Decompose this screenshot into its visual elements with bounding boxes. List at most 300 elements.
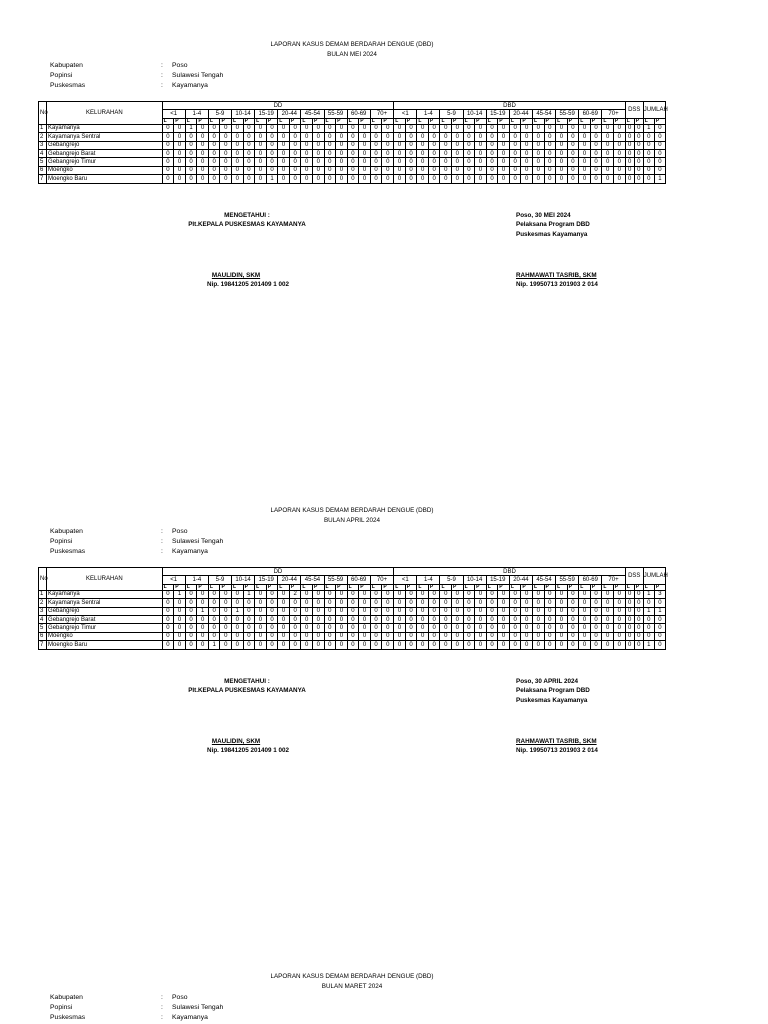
row-value: 0 bbox=[428, 615, 440, 623]
row-value: 0 bbox=[613, 599, 625, 607]
info-value-kabupaten: Poso bbox=[172, 528, 188, 535]
row-value: 0 bbox=[359, 599, 371, 607]
header-age-group: 1-4 bbox=[417, 576, 440, 584]
row-value: 0 bbox=[440, 590, 452, 598]
row-value: 0 bbox=[324, 599, 336, 607]
row-value: 0 bbox=[312, 124, 324, 132]
kepala-nip: Nip. 19841205 201409 1 002 bbox=[207, 747, 289, 754]
row-value: 0 bbox=[405, 175, 417, 183]
header-age-group: 5-9 bbox=[440, 576, 463, 584]
row-value: 0 bbox=[347, 175, 359, 183]
row-value: 0 bbox=[162, 599, 174, 607]
row-value: 0 bbox=[544, 141, 556, 149]
row-value: 0 bbox=[162, 124, 174, 132]
row-value: 0 bbox=[289, 624, 301, 632]
header-l: L bbox=[208, 584, 220, 590]
report-region-info bbox=[50, 993, 223, 1023]
row-value: 0 bbox=[243, 632, 255, 640]
row-value: 0 bbox=[405, 624, 417, 632]
row-number: 5 bbox=[39, 158, 47, 166]
row-kelurahan: Gebangrejo bbox=[47, 141, 163, 149]
row-value: 0 bbox=[289, 175, 301, 183]
row-value: 0 bbox=[509, 158, 521, 166]
row-value: 0 bbox=[440, 599, 452, 607]
row-value: 0 bbox=[312, 175, 324, 183]
header-p: P bbox=[590, 118, 602, 124]
row-value: 0 bbox=[602, 133, 614, 141]
row-value: 0 bbox=[567, 615, 579, 623]
row-value: 0 bbox=[532, 632, 544, 640]
row-value: 0 bbox=[521, 166, 533, 174]
row-value: 0 bbox=[220, 141, 232, 149]
row-value: 0 bbox=[220, 615, 232, 623]
row-value: 0 bbox=[498, 149, 510, 157]
header-p: P bbox=[634, 118, 643, 124]
header-no: No bbox=[39, 102, 47, 125]
row-value: 0 bbox=[417, 599, 429, 607]
row-value: 0 bbox=[544, 590, 556, 598]
row-value: 0 bbox=[174, 175, 186, 183]
row-value: 0 bbox=[579, 599, 591, 607]
info-label-provinsi: Popinsi bbox=[50, 72, 73, 79]
pelaksana-name: RAHMAWATI TASRIB, SKM bbox=[516, 272, 597, 279]
row-value: 0 bbox=[475, 166, 487, 174]
row-value: 0 bbox=[440, 632, 452, 640]
row-value: 0 bbox=[324, 124, 336, 132]
row-value: 0 bbox=[382, 624, 394, 632]
row-value: 0 bbox=[185, 615, 197, 623]
header-age-group: 10-14 bbox=[463, 110, 486, 118]
row-value: 0 bbox=[359, 632, 371, 640]
row-value: 0 bbox=[208, 632, 220, 640]
row-value: 0 bbox=[266, 599, 278, 607]
header-l: L bbox=[532, 584, 544, 590]
row-value: 0 bbox=[359, 615, 371, 623]
header-p: P bbox=[544, 584, 556, 590]
row-kelurahan: Moengko bbox=[47, 632, 163, 640]
row-value: 0 bbox=[312, 615, 324, 623]
info-colon: : bbox=[161, 1014, 163, 1021]
row-value: 0 bbox=[463, 133, 475, 141]
row-value: 0 bbox=[486, 615, 498, 623]
row-value: 0 bbox=[544, 149, 556, 157]
row-value: 0 bbox=[336, 133, 348, 141]
pelaksana-name: RAHMAWATI TASRIB, SKM bbox=[516, 738, 597, 745]
row-value: 0 bbox=[486, 158, 498, 166]
row-value: 0 bbox=[417, 124, 429, 132]
row-value: 0 bbox=[232, 590, 244, 598]
header-l: L bbox=[602, 584, 614, 590]
row-value: 0 bbox=[232, 149, 244, 157]
row-value: 0 bbox=[243, 149, 255, 157]
row-value: 0 bbox=[509, 607, 521, 615]
row-value: 0 bbox=[521, 141, 533, 149]
row-number: 1 bbox=[39, 124, 47, 132]
header-p: P bbox=[613, 584, 625, 590]
info-value-kabupaten: Poso bbox=[172, 994, 188, 1001]
row-value: 0 bbox=[243, 641, 255, 649]
header-age-group: 20-44 bbox=[278, 576, 301, 584]
info-row-kabupaten bbox=[50, 527, 223, 537]
row-value: 0 bbox=[289, 149, 301, 157]
row-kelurahan: Kayamanya Sentral bbox=[47, 133, 163, 141]
row-value: 0 bbox=[382, 599, 394, 607]
row-value: 0 bbox=[243, 599, 255, 607]
row-value: 0 bbox=[509, 175, 521, 183]
pelaksana-nip: Nip. 19950713 201903 2 014 bbox=[516, 747, 598, 754]
row-value: 0 bbox=[643, 624, 654, 632]
row-value: 0 bbox=[625, 590, 634, 598]
row-value: 0 bbox=[382, 590, 394, 598]
header-age-group: 15-19 bbox=[255, 110, 278, 118]
row-value: 0 bbox=[405, 133, 417, 141]
row-value: 0 bbox=[174, 141, 186, 149]
header-p: P bbox=[405, 118, 417, 124]
row-value: 0 bbox=[359, 607, 371, 615]
header-l: L bbox=[625, 584, 634, 590]
row-value: 0 bbox=[359, 175, 371, 183]
header-age-group: 55-59 bbox=[556, 110, 579, 118]
row-value: 0 bbox=[301, 615, 313, 623]
header-age-group: 15-19 bbox=[486, 110, 509, 118]
row-value: 0 bbox=[232, 615, 244, 623]
row-value: 0 bbox=[174, 124, 186, 132]
header-age-group: <1 bbox=[394, 576, 417, 584]
row-value: 0 bbox=[613, 158, 625, 166]
header-l: L bbox=[394, 584, 406, 590]
row-value: 0 bbox=[634, 615, 643, 623]
row-value: 0 bbox=[208, 615, 220, 623]
info-colon: : bbox=[161, 548, 163, 555]
row-value: 0 bbox=[312, 641, 324, 649]
row-value: 0 bbox=[347, 166, 359, 174]
row-value: 0 bbox=[544, 166, 556, 174]
row-value: 0 bbox=[336, 124, 348, 132]
row-value: 0 bbox=[556, 158, 568, 166]
row-value: 0 bbox=[590, 175, 602, 183]
header-age-group: 60-69 bbox=[347, 110, 370, 118]
header-l: L bbox=[463, 584, 475, 590]
table-row bbox=[39, 175, 666, 183]
row-value: 0 bbox=[370, 624, 382, 632]
row-value: 1 bbox=[232, 607, 244, 615]
row-value: 0 bbox=[602, 624, 614, 632]
row-number: 2 bbox=[39, 599, 47, 607]
row-value: 0 bbox=[266, 641, 278, 649]
row-value: 0 bbox=[394, 632, 406, 640]
row-value: 2 bbox=[289, 590, 301, 598]
header-age-group: 1-4 bbox=[417, 110, 440, 118]
header-l: L bbox=[579, 118, 591, 124]
row-number: 6 bbox=[39, 166, 47, 174]
row-value: 0 bbox=[162, 624, 174, 632]
header-dbd: DBD bbox=[394, 568, 625, 576]
row-value: 0 bbox=[498, 133, 510, 141]
row-value: 0 bbox=[475, 141, 487, 149]
row-value: 0 bbox=[452, 166, 464, 174]
row-value: 0 bbox=[359, 158, 371, 166]
row-value: 0 bbox=[405, 607, 417, 615]
row-value: 0 bbox=[544, 175, 556, 183]
row-value: 0 bbox=[463, 166, 475, 174]
row-value: 0 bbox=[532, 624, 544, 632]
row-value: 0 bbox=[162, 607, 174, 615]
header-p: P bbox=[544, 118, 556, 124]
row-value: 0 bbox=[197, 624, 209, 632]
info-value-kabupaten: Poso bbox=[172, 62, 188, 69]
row-value: 0 bbox=[567, 590, 579, 598]
row-value: 0 bbox=[544, 641, 556, 649]
header-p: P bbox=[312, 584, 324, 590]
header-age-group: 60-69 bbox=[579, 576, 602, 584]
row-value: 0 bbox=[634, 624, 643, 632]
table-row bbox=[39, 599, 666, 607]
header-p: P bbox=[567, 584, 579, 590]
row-value: 0 bbox=[634, 632, 643, 640]
table-row bbox=[39, 607, 666, 615]
row-value: 0 bbox=[301, 158, 313, 166]
row-value: 0 bbox=[417, 149, 429, 157]
row-value: 0 bbox=[278, 124, 290, 132]
row-value: 0 bbox=[498, 641, 510, 649]
row-value: 0 bbox=[654, 641, 665, 649]
row-value: 0 bbox=[613, 175, 625, 183]
row-value: 0 bbox=[289, 599, 301, 607]
header-age-group: <1 bbox=[394, 110, 417, 118]
row-value: 0 bbox=[382, 632, 394, 640]
row-value: 0 bbox=[556, 632, 568, 640]
pelaksana-nip: Nip. 19950713 201903 2 014 bbox=[516, 281, 598, 288]
row-value: 0 bbox=[475, 624, 487, 632]
info-value-puskesmas: Kayamanya bbox=[172, 82, 208, 89]
row-value: 0 bbox=[185, 632, 197, 640]
header-l: L bbox=[440, 118, 452, 124]
row-value: 0 bbox=[590, 158, 602, 166]
row-value: 0 bbox=[463, 641, 475, 649]
row-value: 0 bbox=[324, 166, 336, 174]
row-value: 0 bbox=[405, 166, 417, 174]
row-number: 5 bbox=[39, 624, 47, 632]
row-number: 6 bbox=[39, 632, 47, 640]
row-value: 0 bbox=[312, 149, 324, 157]
header-p: P bbox=[382, 584, 394, 590]
row-value: 0 bbox=[324, 149, 336, 157]
row-value: 0 bbox=[643, 632, 654, 640]
row-value: 0 bbox=[359, 141, 371, 149]
row-value: 0 bbox=[382, 149, 394, 157]
header-p: P bbox=[336, 584, 348, 590]
header-dd: DD bbox=[162, 568, 394, 576]
header-l: L bbox=[162, 118, 174, 124]
row-value: 0 bbox=[643, 133, 654, 141]
row-value: 0 bbox=[312, 624, 324, 632]
row-value: 0 bbox=[643, 158, 654, 166]
row-value: 0 bbox=[417, 133, 429, 141]
row-value: 0 bbox=[544, 124, 556, 132]
row-value: 0 bbox=[556, 641, 568, 649]
row-value: 0 bbox=[208, 599, 220, 607]
row-value: 0 bbox=[625, 615, 634, 623]
header-p: P bbox=[197, 584, 209, 590]
row-value: 0 bbox=[532, 641, 544, 649]
row-value: 1 bbox=[185, 124, 197, 132]
row-value: 0 bbox=[336, 149, 348, 157]
header-l: L bbox=[278, 584, 290, 590]
row-value: 0 bbox=[463, 607, 475, 615]
header-age-group: 60-69 bbox=[579, 110, 602, 118]
row-value: 0 bbox=[602, 175, 614, 183]
row-value: 0 bbox=[162, 141, 174, 149]
row-value: 0 bbox=[324, 158, 336, 166]
row-value: 0 bbox=[301, 175, 313, 183]
row-value: 0 bbox=[544, 158, 556, 166]
row-value: 0 bbox=[544, 607, 556, 615]
row-value: 0 bbox=[440, 166, 452, 174]
row-number: 7 bbox=[39, 175, 47, 183]
row-value: 0 bbox=[382, 615, 394, 623]
row-value: 0 bbox=[590, 133, 602, 141]
row-value: 0 bbox=[532, 124, 544, 132]
row-value: 0 bbox=[289, 632, 301, 640]
row-value: 3 bbox=[654, 590, 665, 598]
header-no: No bbox=[39, 568, 47, 591]
header-age-group: 10-14 bbox=[232, 576, 255, 584]
row-value: 0 bbox=[359, 166, 371, 174]
row-value: 0 bbox=[521, 590, 533, 598]
info-label-puskesmas: Puskesmas bbox=[50, 82, 86, 89]
row-value: 0 bbox=[232, 175, 244, 183]
row-value: 0 bbox=[220, 641, 232, 649]
row-value: 0 bbox=[625, 166, 634, 174]
row-value: 0 bbox=[417, 624, 429, 632]
row-value: 0 bbox=[301, 632, 313, 640]
row-value: 0 bbox=[556, 175, 568, 183]
row-value: 0 bbox=[417, 141, 429, 149]
kepala-puskesmas-title: Plt.KEPALA PUSKESMAS KAYAMANYA bbox=[188, 687, 306, 694]
row-value: 0 bbox=[417, 607, 429, 615]
header-p: P bbox=[336, 118, 348, 124]
header-l: L bbox=[556, 118, 568, 124]
row-value: 0 bbox=[394, 141, 406, 149]
row-value: 0 bbox=[521, 624, 533, 632]
header-jumlah: JUMLAH bbox=[643, 568, 665, 585]
header-p: P bbox=[359, 118, 371, 124]
row-value: 0 bbox=[336, 607, 348, 615]
dbd-case-table bbox=[38, 567, 666, 650]
row-value: 0 bbox=[232, 158, 244, 166]
header-p: P bbox=[452, 584, 464, 590]
row-value: 0 bbox=[347, 141, 359, 149]
row-value: 0 bbox=[382, 641, 394, 649]
row-value: 0 bbox=[654, 632, 665, 640]
row-value: 0 bbox=[475, 599, 487, 607]
row-value: 0 bbox=[289, 141, 301, 149]
row-value: 0 bbox=[556, 590, 568, 598]
row-value: 0 bbox=[347, 615, 359, 623]
row-value: 0 bbox=[336, 166, 348, 174]
row-value: 0 bbox=[440, 158, 452, 166]
pelaksana-puskesmas: Puskesmas Kayamanya bbox=[516, 231, 588, 238]
row-value: 0 bbox=[162, 133, 174, 141]
row-value: 0 bbox=[498, 632, 510, 640]
row-value: 0 bbox=[567, 624, 579, 632]
row-value: 0 bbox=[486, 166, 498, 174]
row-value: 0 bbox=[324, 590, 336, 598]
row-value: 0 bbox=[232, 641, 244, 649]
row-value: 0 bbox=[197, 641, 209, 649]
row-value: 0 bbox=[579, 158, 591, 166]
row-value: 0 bbox=[452, 624, 464, 632]
row-value: 0 bbox=[278, 624, 290, 632]
row-value: 0 bbox=[347, 149, 359, 157]
row-value: 0 bbox=[301, 133, 313, 141]
row-value: 0 bbox=[532, 166, 544, 174]
row-value: 0 bbox=[394, 124, 406, 132]
row-value: 0 bbox=[243, 615, 255, 623]
row-value: 0 bbox=[208, 158, 220, 166]
row-value: 0 bbox=[475, 590, 487, 598]
row-value: 0 bbox=[567, 632, 579, 640]
info-label-kabupaten: Kabupaten bbox=[50, 62, 83, 69]
header-p: P bbox=[289, 584, 301, 590]
row-value: 0 bbox=[532, 607, 544, 615]
kepala-nip: Nip. 19841205 201409 1 002 bbox=[207, 281, 289, 288]
row-value: 0 bbox=[301, 166, 313, 174]
header-l: L bbox=[509, 584, 521, 590]
row-value: 0 bbox=[486, 599, 498, 607]
table-row bbox=[39, 590, 666, 598]
row-value: 0 bbox=[347, 632, 359, 640]
header-l: L bbox=[463, 118, 475, 124]
row-value: 0 bbox=[602, 615, 614, 623]
report-region-info bbox=[50, 527, 223, 557]
header-l: L bbox=[232, 118, 244, 124]
header-p: P bbox=[634, 584, 643, 590]
row-value: 0 bbox=[197, 133, 209, 141]
header-dbd: DBD bbox=[394, 102, 625, 110]
row-value: 0 bbox=[509, 133, 521, 141]
row-value: 0 bbox=[440, 141, 452, 149]
row-value: 0 bbox=[370, 641, 382, 649]
header-age-group: 45-54 bbox=[301, 110, 324, 118]
row-value: 0 bbox=[428, 133, 440, 141]
row-value: 0 bbox=[590, 615, 602, 623]
table-row bbox=[39, 149, 666, 157]
header-l: L bbox=[232, 584, 244, 590]
row-value: 0 bbox=[394, 175, 406, 183]
row-value: 0 bbox=[220, 149, 232, 157]
row-value: 0 bbox=[266, 141, 278, 149]
row-value: 0 bbox=[602, 166, 614, 174]
row-value: 0 bbox=[255, 175, 267, 183]
row-value: 0 bbox=[405, 149, 417, 157]
row-value: 0 bbox=[590, 124, 602, 132]
row-value: 0 bbox=[405, 158, 417, 166]
header-age-group: 1-4 bbox=[185, 110, 208, 118]
row-value: 0 bbox=[486, 124, 498, 132]
row-value: 0 bbox=[532, 615, 544, 623]
row-number: 2 bbox=[39, 133, 47, 141]
row-value: 0 bbox=[532, 599, 544, 607]
row-value: 0 bbox=[634, 599, 643, 607]
row-value: 0 bbox=[278, 141, 290, 149]
row-value: 0 bbox=[498, 615, 510, 623]
row-value: 0 bbox=[475, 641, 487, 649]
row-value: 0 bbox=[312, 607, 324, 615]
row-value: 0 bbox=[625, 175, 634, 183]
row-value: 0 bbox=[185, 149, 197, 157]
header-age-group: 45-54 bbox=[301, 576, 324, 584]
